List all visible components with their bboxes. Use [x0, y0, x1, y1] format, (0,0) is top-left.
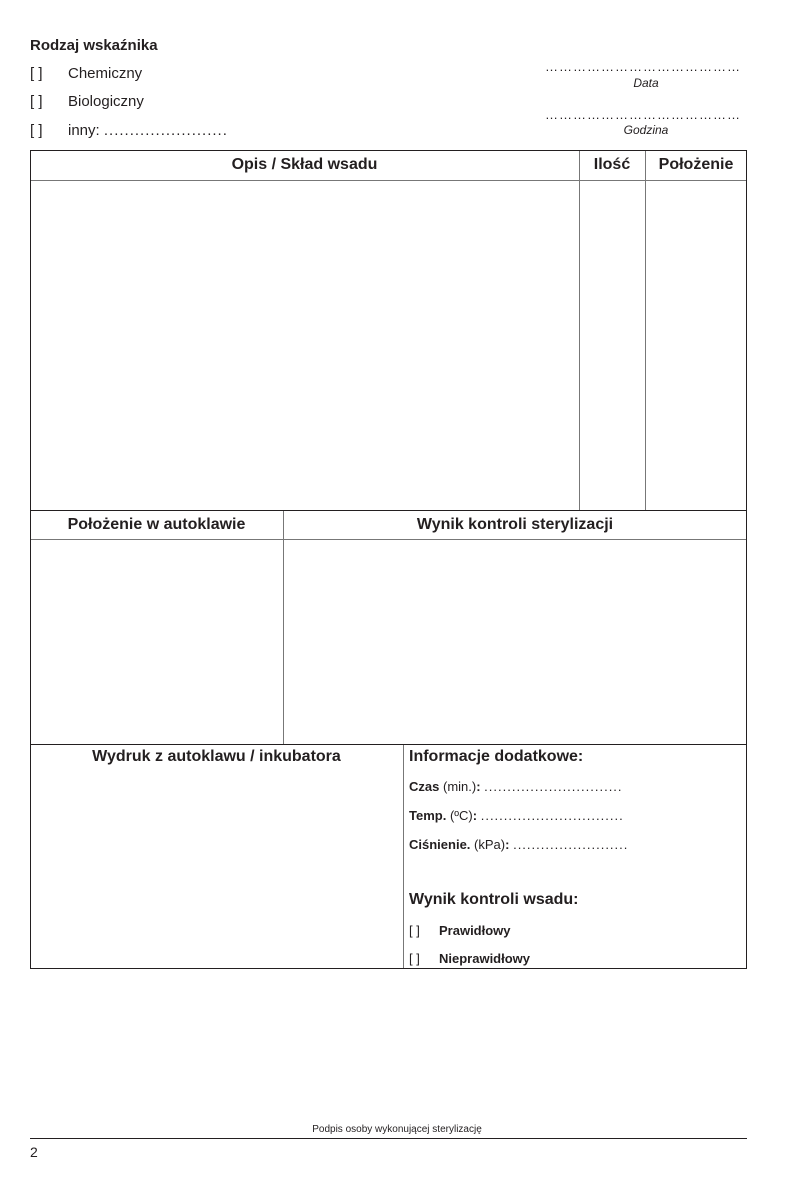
load-table-col-divider — [579, 151, 580, 510]
checkbox-bracket[interactable]: [ ] — [30, 93, 43, 110]
temperature-field-unit: (ºC) — [449, 808, 473, 823]
option-other[interactable] — [30, 122, 228, 139]
date-fill-line[interactable]: …………………………………… — [545, 60, 741, 73]
other-fill-line[interactable]: ........................ — [103, 122, 228, 139]
checkbox-bracket[interactable]: [ ] — [30, 65, 43, 82]
load-table-col-divider — [645, 151, 646, 510]
col-quantity-header: Ilość — [593, 156, 631, 173]
printout-area[interactable] — [32, 772, 402, 967]
additional-info-title: Informacje dodatkowe: — [409, 748, 584, 765]
result-correct-option[interactable] — [409, 923, 511, 938]
option-biological[interactable] — [30, 93, 144, 110]
time-fill-line[interactable]: .............................. — [484, 779, 623, 794]
result-incorrect-label: Nieprawidłowy — [439, 951, 531, 966]
time-label: Godzina — [623, 123, 669, 137]
position-cell[interactable] — [647, 182, 745, 509]
pressure-field-label: Ciśnienie. — [409, 837, 471, 852]
time-row — [409, 779, 623, 794]
load-table-header-divider — [31, 180, 746, 181]
time-field-label: Czas — [409, 779, 440, 794]
option-label: inny: — [68, 122, 100, 139]
option-chemical[interactable] — [30, 65, 142, 82]
signature-label: Podpis osoby wykonującej sterylizację — [312, 1124, 482, 1135]
colon: : — [476, 779, 481, 794]
col-sterilization-result-header: Wynik kontroli sterylizacji — [416, 516, 614, 533]
pressure-field-unit: (kPa) — [474, 837, 506, 852]
result-correct-label: Prawidłowy — [439, 923, 511, 938]
indicator-title: Rodzaj wskaźnika — [30, 37, 158, 54]
temperature-row — [409, 808, 624, 823]
col-description-header: Opis / Skład wsadu — [231, 156, 378, 173]
checkbox-bracket[interactable]: [ ] — [30, 122, 43, 139]
page-number: 2 — [30, 1144, 38, 1160]
pressure-row — [409, 837, 628, 852]
control-table-header-divider — [31, 539, 746, 540]
autoclave-position-cell[interactable] — [32, 541, 282, 743]
colon: : — [472, 808, 478, 823]
colon: : — [505, 837, 510, 852]
description-cell[interactable] — [32, 182, 578, 509]
checkbox-bracket[interactable]: [ ] — [409, 951, 420, 966]
checkbox-bracket[interactable]: [ ] — [409, 923, 420, 938]
option-label: Biologiczny — [68, 93, 144, 110]
col-autoclave-position-header: Położenie w autoklawie — [67, 516, 246, 533]
time-field-unit: (min.) — [442, 779, 477, 794]
printout-info-divider — [403, 745, 404, 968]
quantity-cell[interactable] — [581, 182, 644, 509]
batch-result-title: Wynik kontroli wsadu: — [409, 891, 579, 908]
date-label: Data — [633, 76, 659, 90]
sterilization-result-cell[interactable] — [285, 541, 745, 743]
option-label: Chemiczny — [68, 65, 143, 82]
signature-line[interactable] — [30, 1138, 747, 1139]
result-incorrect-option[interactable] — [409, 951, 530, 966]
temperature-field-label: Temp. — [409, 808, 447, 823]
printout-title: Wydruk z autoklawu / inkubatora — [92, 748, 341, 765]
pressure-fill-line[interactable]: ......................... — [513, 837, 629, 852]
control-table-col-divider — [283, 511, 284, 744]
temperature-fill-line[interactable]: ............................... — [480, 808, 624, 823]
time-fill-line[interactable]: …………………………………… — [545, 108, 741, 121]
col-position-header: Położenie — [658, 156, 734, 173]
